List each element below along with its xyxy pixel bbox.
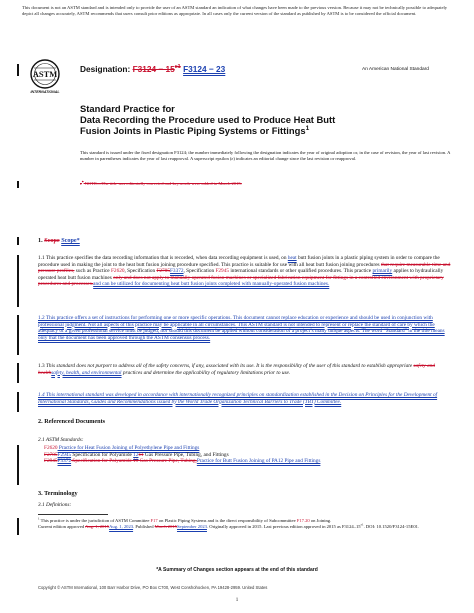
text-segment: Current edition approved bbox=[38, 523, 86, 529]
section-3-heading: 3. Terminology bbox=[38, 490, 78, 497]
change-bar bbox=[17, 315, 19, 355]
title-line-2: Data Recording the Procedure used to Produce Heat Butt bbox=[80, 113, 336, 125]
text-segment: 11 bbox=[138, 451, 144, 458]
standard-ref-f2620 bbox=[38, 445, 458, 452]
footnote-1 bbox=[38, 518, 458, 529]
logo-wordmark: INTERNATIONAL bbox=[30, 90, 60, 94]
title-footnote-marker: 1 bbox=[305, 124, 310, 132]
text-segment: Designation: bbox=[80, 64, 133, 74]
text-segment: , Specification bbox=[124, 268, 157, 275]
title-line-3 bbox=[80, 126, 440, 137]
text-segment: safety and health bbox=[38, 363, 436, 376]
text-segment: Specification for Polyamide bbox=[71, 451, 134, 458]
text-segment: ε1 bbox=[174, 64, 181, 71]
change-bar bbox=[17, 363, 19, 383]
paragraph-1-1 bbox=[38, 255, 453, 288]
text-segment: This standard does not purport to address all of the safety concerns, if any, associated with its use. It is the responsibility of the user of this standard to establish appropriate bbox=[45, 363, 414, 369]
svg-text:ASTM: ASTM bbox=[32, 69, 58, 80]
text-segment: 1 bbox=[81, 179, 84, 184]
paragraph-1-4 bbox=[38, 392, 453, 405]
text-segment: F3372 bbox=[57, 458, 72, 465]
text-segment: F3124 − 23 bbox=[183, 64, 226, 74]
american-national-standard-label: An American National Standard bbox=[362, 67, 429, 72]
paragraph-1-2 bbox=[38, 315, 453, 341]
text-segment: heat bbox=[287, 255, 297, 261]
astm-standards-list bbox=[38, 445, 458, 465]
issuance-statement: This standard is issued under the fixed designation F3124; the number immediately following the designation indicates the year of original adoption or, in the case of revision, the year of last revision. A number in parentheses indicates the year of last reapproval. A superscript epsilon (ε) indicates an editorial change since the last revision or reapproval. bbox=[80, 150, 451, 161]
text-segment: ε1 bbox=[360, 521, 364, 526]
text-segment: F2945 bbox=[57, 451, 72, 458]
text-segment: March 2015 bbox=[154, 523, 177, 529]
text-segment: This practice is under the jurisdiction of ASTM Committee bbox=[39, 518, 151, 523]
paragraph-1-3 bbox=[38, 363, 453, 376]
text-segment: only and does not apply to manually operated fusion machines or specialized fabrication equipment for fittings in a controlled environment with proprietary procedures and processes. bbox=[38, 274, 444, 288]
text-segment: ε bbox=[80, 181, 82, 186]
text-segment: F2620 bbox=[110, 268, 125, 275]
change-bar bbox=[17, 181, 19, 188]
text-segment: . Originally approved in 2015. Last previous edition approved in 2015 as F3124–15 bbox=[206, 523, 361, 529]
text-segment: , Specification bbox=[183, 268, 216, 275]
text-segment: 1.3 bbox=[38, 363, 46, 369]
text-segment: such as Practice bbox=[74, 268, 111, 275]
text-segment: F2620 bbox=[44, 445, 58, 451]
text-segment: F2945 bbox=[44, 458, 58, 465]
change-bar bbox=[17, 64, 19, 76]
text-segment: primarily bbox=[372, 268, 393, 275]
paragraph-2-1: 2.1 ASTM Standards: bbox=[38, 437, 84, 443]
text-segment: F2785 bbox=[44, 451, 58, 458]
text-segment: F3372 bbox=[169, 268, 184, 275]
change-bar bbox=[17, 518, 19, 535]
text-segment: 1 bbox=[38, 516, 40, 521]
text-segment: and can be utilized for documenting heat butt fusion joints completed with manually-operated fusion machines. bbox=[93, 281, 330, 288]
text-segment: September 2023 bbox=[176, 523, 207, 529]
section-2-heading: 2. Referenced Documents bbox=[38, 418, 106, 425]
editorial-note bbox=[80, 181, 452, 187]
text-segment: Gas Pressure Pipe, Tubing, and Fittings bbox=[143, 451, 229, 458]
summary-of-changes-note: *A Summary of Changes section appears at the end of this standard bbox=[156, 567, 318, 573]
change-bar bbox=[17, 392, 19, 412]
text-segment: Aug. 1, 2015 bbox=[85, 523, 110, 529]
text-segment: F17.20 bbox=[296, 518, 310, 523]
change-bar bbox=[17, 237, 19, 245]
text-segment: . Published bbox=[133, 523, 155, 529]
text-segment: Practice for Heat Fusion Joining of Polyethylene Pipe and Fittings bbox=[57, 445, 200, 451]
page-number: 1 bbox=[235, 598, 239, 603]
text-segment: 1.4 This international standard was developed in accordance with internationally recognized principles on standardization established in the Decision on Principles for the Development of International Standards, Guides and Recommendations issued by the World Trade Organization Technical Barriers to Trade (TBT) Committee. bbox=[38, 392, 438, 405]
standard-ref-f3372 bbox=[38, 458, 458, 465]
section-1-heading bbox=[38, 237, 80, 244]
text-segment: Aug. 1, 2023 bbox=[109, 523, 134, 529]
designation bbox=[80, 64, 225, 74]
text-segment: international standards or other qualified procedures. This practice bbox=[229, 268, 373, 275]
paragraph-3-1: 3.1 Definitions: bbox=[38, 502, 72, 508]
text-segment: Scope bbox=[44, 237, 60, 244]
change-bar bbox=[17, 255, 19, 307]
text-segment: 1.1 This practice specifies the data recording information that is recorded, when data recording equipment is used, on bbox=[38, 255, 288, 261]
text-segment: on Plastic Piping Systems and is the direct responsibility of Subcommittee bbox=[157, 518, 297, 523]
text-segment: Practice for Butt Fusion Joining of PA12 Pipe and Fittings bbox=[196, 458, 321, 465]
text-segment: safety, health, and environmental bbox=[51, 369, 122, 376]
title-line-1: Standard Practice for bbox=[80, 103, 175, 114]
text-segment: butt fusion joints in a plastic piping system in order to compare the procedure used in making the joint to the heat butt fusion joining procedure specified. This practice is suitable for use with all heat butt fusion joining procedures bbox=[38, 255, 440, 268]
footnote-rule bbox=[38, 514, 108, 515]
text-segment: NOTE—The title was editorially corrected and keywords were added in March 2015. bbox=[83, 181, 242, 186]
standard-title bbox=[80, 104, 440, 136]
text-segment: 1. bbox=[38, 237, 45, 244]
text-segment: applies to hydraulically operated heat butt fusion machines bbox=[38, 268, 444, 281]
text-segment: on Joining. bbox=[309, 518, 332, 523]
text-segment: F2945 bbox=[215, 268, 229, 275]
text-segment: that require measurable time and pressure profiles, bbox=[38, 261, 451, 275]
text-segment: Specification for Polyamide 11 Gas Pressure Pipe, Tubing, bbox=[71, 458, 197, 465]
disclaimer-notice: This document is not an ASTM standard and is intended only to provide the user of an ASTM standard an indication of what changes have been made to the previous version. Because it may not be technically possible to adequately depict all changes accurately, ASTM recommends that users consult prior editions as appropriate. In all cases only the current version of the standard as published by ASTM is to be considered the official document. bbox=[22, 5, 448, 16]
text-segment: 1.2 This practice offers a set of instructions for performing one or more specific operations. This document cannot replace education or experience and should be used in conjunction with professional judgment. Not all aspects of this practice may be applicable in all circumstances. This ASTM standard is not intended to represent or replace the standard of care by which the adequacy of a given professional service must be judged, nor should this document be applied without consideration of a project’s many unique aspects. The word “Standard” in the title means only that the document has been approved through the ASTM consensus process. bbox=[38, 315, 445, 341]
text-segment: . DOI: 10.1520/F3124-15E01. bbox=[363, 523, 420, 529]
text-segment: Scope* bbox=[61, 237, 80, 244]
text-segment: 12 bbox=[133, 451, 139, 458]
astm-logo bbox=[28, 58, 62, 98]
text-segment: F2785 bbox=[156, 268, 170, 275]
text-segment: F17 bbox=[150, 518, 158, 523]
copyright-line: Copyright © ASTM International, 100 Barr Harbor Drive, PO Box C700, West Conshohocken, PA 19428-2959. United States bbox=[38, 585, 268, 590]
text-segment: F3124 − 15 bbox=[132, 64, 175, 74]
change-bar bbox=[17, 445, 19, 485]
text-segment: practices and determine the applicability of regulatory limitations prior to use. bbox=[121, 369, 291, 376]
title-line-3-text: Fusion Joints in Plastic Piping Systems or Fittings bbox=[80, 124, 306, 136]
